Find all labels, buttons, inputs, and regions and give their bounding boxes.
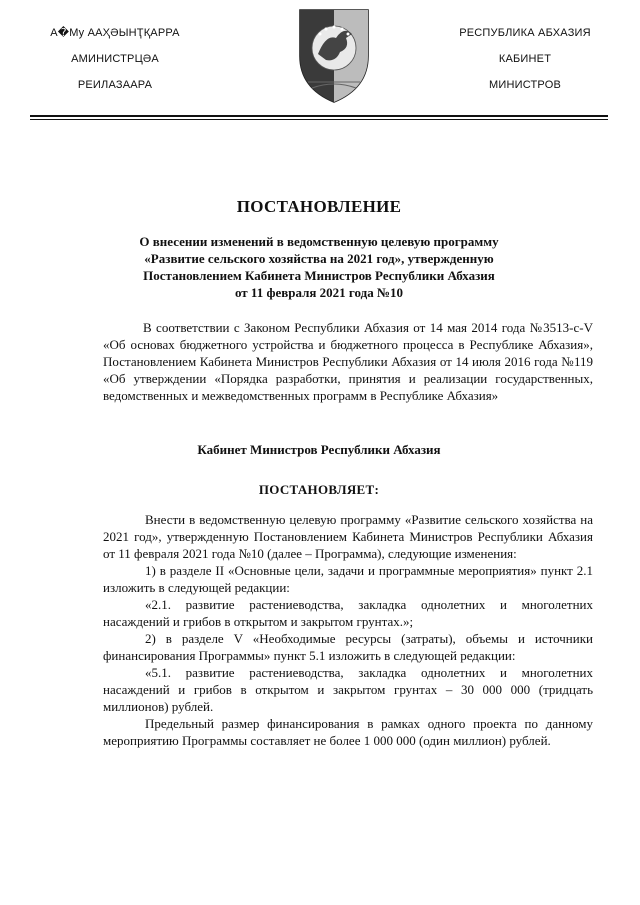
header-left-line: АМИНИСТРЦӘА [71, 53, 159, 65]
subject-line: Постановлением Кабинета Министров Республики Абхазия [143, 268, 495, 283]
preamble-text: В соответствии с Законом Республики Абхазия от 14 мая 2014 года №3513-с-V «Об основах бюджетного устройства и бюджетного процесса в Республике Абхазия», Постановлением Кабинета Министров Республики Абхазия от 14 июля 2016 года №119 «Об утверждении «Порядка разработки, принятия и реализации государственных, ведомственных и межведомственных программ в Республике Абхазия» [103, 320, 593, 403]
body-paragraph: «5.1. развитие растениеводства, закладка однолетних и многолетних насаждений и грибов в открытом и закрытом грунтах – 30 000 000 (тридцать миллионов) рублей. [103, 665, 593, 714]
body-paragraph: 2) в разделе V «Необходимые ресурсы (затраты), объемы и источники финансирования Программы» пункт 5.1 изложить в следующей редакции: [103, 631, 593, 663]
header-divider-thick [30, 115, 608, 117]
header-left-line: РЕИЛАЗААРА [77, 79, 153, 91]
header-right-line: РЕСПУБЛИКА АБХАЗИЯ [459, 27, 591, 39]
header-left-block [30, 20, 200, 98]
decrees-heading: ПОСТАНОВЛЯЕТ: [258, 482, 380, 497]
subject-line: О внесении изменений в ведомственную целевую программу [139, 234, 499, 249]
document-subject [30, 233, 608, 301]
preamble-paragraph [103, 319, 593, 404]
issuing-body: Кабинет Министров Республики Абхазия [197, 442, 441, 457]
header-right-line: МИНИСТРОВ [488, 79, 561, 91]
body-paragraph: Предельный размер финансирования в рамках одного проекта по данному мероприятию Программы составляет не более 1 000 000 (один миллион) рублей. [103, 716, 593, 748]
body-paragraph: «2.1. развитие растениеводства, закладка однолетних и многолетних насаждений и грибов в открытом и закрытом грунтах.»; [103, 597, 593, 629]
document-body [103, 511, 593, 749]
subject-line: от 11 февраля 2021 года №10 [234, 285, 404, 300]
header-left-line: А�My ААҲӘЫНҬҚАРРА [50, 27, 180, 39]
body-paragraph: 1) в разделе II «Основные цели, задачи и программные мероприятия» пункт 2.1 изложить в следующей редакции: [103, 563, 593, 595]
body-paragraph: Внести в ведомственную целевую программу «Развитие сельского хозяйства на 2021 год», утвержденную Постановлением Кабинета Министров Республики Абхазия от 11 февраля 2021 года №10 (далее – Программа), следующие изменения: [103, 512, 593, 561]
header-right-block [440, 20, 610, 98]
subject-line: «Развитие сельского хозяйства на 2021 год», утвержденную [144, 251, 494, 266]
document-title: ПОСТАНОВЛЕНИЕ [236, 197, 402, 216]
header-divider-thin [30, 119, 608, 120]
abkhazia-coat-of-arms-icon [296, 4, 372, 104]
header-right-line: КАБИНЕТ [498, 53, 552, 65]
